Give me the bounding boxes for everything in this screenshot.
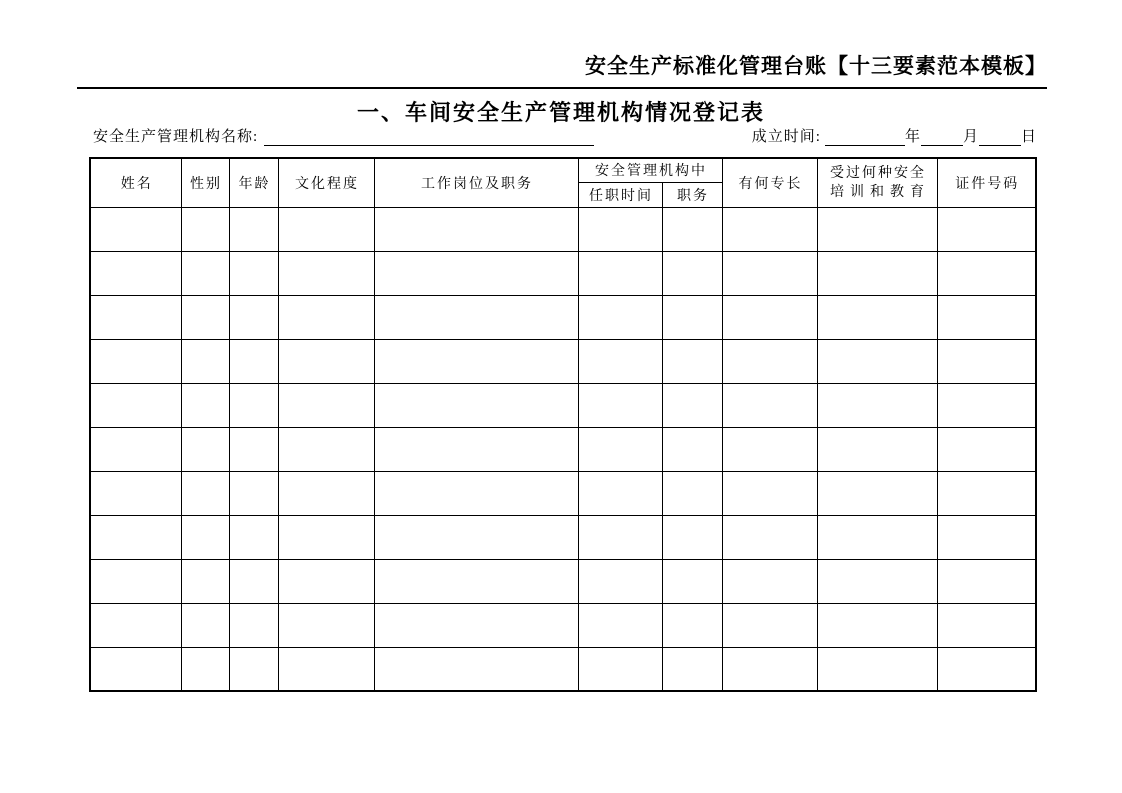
table-cell[interactable] xyxy=(229,339,278,383)
org-name-group xyxy=(93,125,594,146)
table-cell[interactable] xyxy=(278,471,374,515)
table-cell[interactable] xyxy=(722,559,817,603)
table-cell[interactable] xyxy=(278,339,374,383)
table-cell[interactable] xyxy=(229,471,278,515)
col-header-duty: 职务 xyxy=(662,182,722,207)
table-cell[interactable] xyxy=(722,207,817,251)
table-cell[interactable] xyxy=(662,383,722,427)
table-cell[interactable] xyxy=(662,295,722,339)
table-row xyxy=(90,471,1036,515)
table-cell[interactable] xyxy=(662,427,722,471)
col-header-name: 姓名 xyxy=(90,158,181,207)
col-header-training-line1: 受过何种安全 xyxy=(830,165,926,181)
established-year-blank[interactable] xyxy=(825,128,905,146)
table-cell[interactable] xyxy=(181,559,229,603)
table-cell[interactable] xyxy=(722,603,817,647)
table-cell[interactable] xyxy=(374,515,578,559)
table-cell[interactable] xyxy=(229,207,278,251)
table-cell[interactable] xyxy=(578,647,662,691)
table-cell[interactable] xyxy=(662,471,722,515)
table-cell[interactable] xyxy=(817,383,937,427)
table-cell[interactable] xyxy=(374,603,578,647)
table-cell[interactable] xyxy=(722,515,817,559)
table-cell[interactable] xyxy=(578,471,662,515)
table-cell[interactable] xyxy=(181,427,229,471)
table-cell[interactable] xyxy=(662,207,722,251)
table-cell[interactable] xyxy=(578,427,662,471)
registration-table xyxy=(89,157,1037,692)
table-cell[interactable] xyxy=(817,515,937,559)
page-title: 一、车间安全生产管理机构情况登记表 xyxy=(356,100,765,125)
table-cell[interactable] xyxy=(937,515,1036,559)
table-cell[interactable] xyxy=(374,427,578,471)
table-cell[interactable] xyxy=(578,251,662,295)
table-cell[interactable] xyxy=(229,647,278,691)
org-name-blank[interactable] xyxy=(264,128,594,146)
table-row xyxy=(90,647,1036,691)
table-cell[interactable] xyxy=(278,559,374,603)
table-cell[interactable] xyxy=(817,251,937,295)
table-cell[interactable] xyxy=(662,251,722,295)
table-cell[interactable] xyxy=(229,427,278,471)
table-cell[interactable] xyxy=(722,383,817,427)
table-cell[interactable] xyxy=(229,383,278,427)
table-cell[interactable] xyxy=(722,251,817,295)
table-cell[interactable] xyxy=(937,383,1036,427)
table-cell[interactable] xyxy=(578,515,662,559)
established-group xyxy=(752,125,1037,146)
table-row xyxy=(90,339,1036,383)
table-cell[interactable] xyxy=(817,339,937,383)
table-row xyxy=(90,427,1036,471)
table-cell[interactable] xyxy=(374,647,578,691)
table-cell[interactable] xyxy=(229,559,278,603)
table-cell[interactable] xyxy=(181,603,229,647)
table-cell[interactable] xyxy=(90,515,181,559)
table-cell[interactable] xyxy=(278,207,374,251)
table-cell[interactable] xyxy=(817,207,937,251)
table-cell[interactable] xyxy=(578,339,662,383)
day-label: 日 xyxy=(1020,129,1037,145)
table-row xyxy=(90,515,1036,559)
table-cell[interactable] xyxy=(90,339,181,383)
table-row xyxy=(90,559,1036,603)
table-cell[interactable] xyxy=(90,383,181,427)
table-cell[interactable] xyxy=(90,647,181,691)
table-cell[interactable] xyxy=(817,427,937,471)
table-cell[interactable] xyxy=(578,559,662,603)
col-header-specialty: 有何专长 xyxy=(722,158,817,207)
month-label: 月 xyxy=(962,129,979,145)
table-cell[interactable] xyxy=(722,427,817,471)
table-cell[interactable] xyxy=(90,603,181,647)
table-cell[interactable] xyxy=(374,251,578,295)
table-cell[interactable] xyxy=(90,295,181,339)
table-cell[interactable] xyxy=(90,207,181,251)
table-cell[interactable] xyxy=(722,339,817,383)
table-cell[interactable] xyxy=(278,647,374,691)
table-cell[interactable] xyxy=(937,427,1036,471)
established-label: 成立时间: xyxy=(751,129,821,145)
col-header-training xyxy=(817,158,937,207)
established-month-blank[interactable] xyxy=(921,128,963,146)
table-cell[interactable] xyxy=(817,647,937,691)
col-header-gender: 性别 xyxy=(181,158,229,207)
table-cell[interactable] xyxy=(278,515,374,559)
table-cell[interactable] xyxy=(662,339,722,383)
form-header-line xyxy=(93,125,1037,146)
table-cell[interactable] xyxy=(229,515,278,559)
col-header-position: 工作岗位及职务 xyxy=(374,158,578,207)
doc-header-title: 安全生产标准化管理台账【十三要素范本模板】 xyxy=(585,55,1047,78)
table-cell[interactable] xyxy=(374,559,578,603)
table-cell[interactable] xyxy=(817,603,937,647)
table-cell[interactable] xyxy=(937,647,1036,691)
col-header-tenure: 任职时间 xyxy=(578,182,662,207)
table-cell[interactable] xyxy=(662,559,722,603)
table-cell[interactable] xyxy=(90,427,181,471)
table-cell[interactable] xyxy=(229,295,278,339)
table-cell[interactable] xyxy=(937,603,1036,647)
table-cell[interactable] xyxy=(229,603,278,647)
table-row xyxy=(90,603,1036,647)
table-cell[interactable] xyxy=(90,251,181,295)
table-row xyxy=(90,251,1036,295)
table-cell[interactable] xyxy=(229,251,278,295)
org-name-label: 安全生产管理机构名称: xyxy=(93,129,259,145)
table-cell[interactable] xyxy=(662,515,722,559)
col-header-age: 年龄 xyxy=(229,158,278,207)
table-cell[interactable] xyxy=(937,207,1036,251)
table-cell[interactable] xyxy=(578,603,662,647)
col-header-education: 文化程度 xyxy=(278,158,374,207)
established-day-blank[interactable] xyxy=(979,128,1021,146)
table-cell[interactable] xyxy=(937,339,1036,383)
table-cell[interactable] xyxy=(278,251,374,295)
col-header-org-group: 安全管理机构中 xyxy=(578,158,722,182)
table-cell[interactable] xyxy=(817,295,937,339)
table-cell[interactable] xyxy=(181,295,229,339)
table-cell[interactable] xyxy=(374,295,578,339)
table-cell[interactable] xyxy=(181,515,229,559)
table-cell[interactable] xyxy=(578,295,662,339)
table-cell[interactable] xyxy=(374,207,578,251)
table-cell[interactable] xyxy=(578,383,662,427)
table-cell[interactable] xyxy=(374,471,578,515)
table-cell[interactable] xyxy=(722,295,817,339)
table-cell[interactable] xyxy=(662,603,722,647)
table-cell[interactable] xyxy=(181,251,229,295)
table-cell[interactable] xyxy=(90,559,181,603)
table-cell[interactable] xyxy=(374,339,578,383)
header-rule xyxy=(77,87,1047,89)
table-row xyxy=(90,383,1036,427)
table-cell[interactable] xyxy=(937,295,1036,339)
table-cell[interactable] xyxy=(937,251,1036,295)
table-cell[interactable] xyxy=(722,647,817,691)
table-cell[interactable] xyxy=(937,471,1036,515)
table-cell[interactable] xyxy=(181,647,229,691)
col-header-training-line2: 培训和教育 xyxy=(830,184,930,200)
table-row xyxy=(90,295,1036,339)
table-cell[interactable] xyxy=(278,603,374,647)
table-cell[interactable] xyxy=(181,383,229,427)
table-row xyxy=(90,207,1036,251)
table-cell[interactable] xyxy=(722,471,817,515)
table-cell[interactable] xyxy=(181,471,229,515)
table-cell[interactable] xyxy=(817,471,937,515)
table-cell[interactable] xyxy=(181,207,229,251)
table-cell[interactable] xyxy=(278,383,374,427)
table-cell[interactable] xyxy=(90,471,181,515)
table-cell[interactable] xyxy=(278,295,374,339)
col-header-cert-no: 证件号码 xyxy=(937,158,1036,207)
table-cell[interactable] xyxy=(578,207,662,251)
table-cell[interactable] xyxy=(937,559,1036,603)
table-cell[interactable] xyxy=(662,647,722,691)
table-cell[interactable] xyxy=(278,427,374,471)
table-cell[interactable] xyxy=(817,559,937,603)
year-label: 年 xyxy=(904,129,921,145)
table-cell[interactable] xyxy=(181,339,229,383)
table-cell[interactable] xyxy=(374,383,578,427)
